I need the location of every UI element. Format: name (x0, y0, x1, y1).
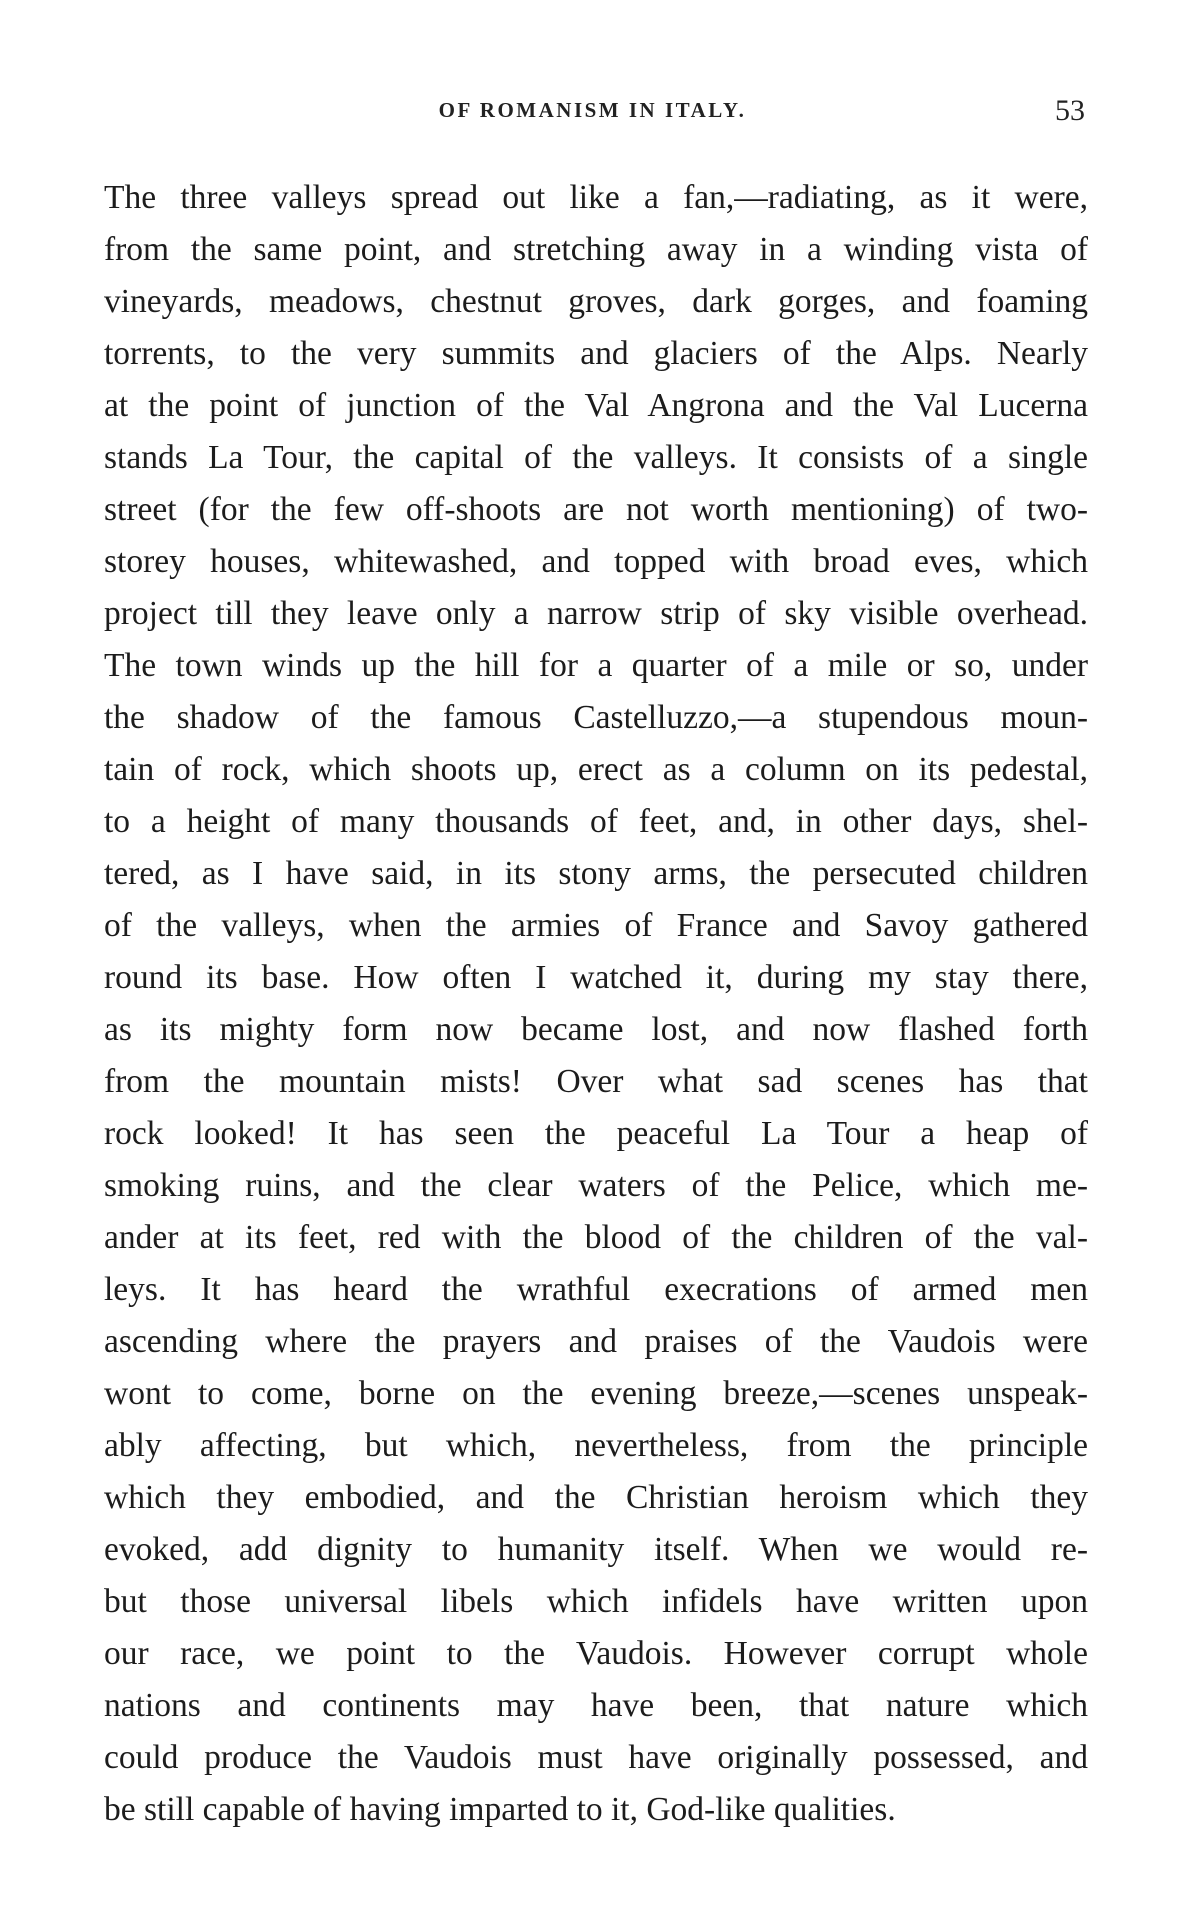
text-line: the shadow of the famous Castelluzzo,—a stupendous moun- (104, 699, 1088, 736)
text-line: of the valleys, when the armies of France and Savoy gathered (104, 907, 1088, 944)
text-line: leys. It has heard the wrathful execrations of armed men (104, 1271, 1088, 1308)
text-line: ascending where the prayers and praises of the Vaudois were (104, 1323, 1088, 1360)
text-line: tain of rock, which shoots up, erect as a column on its pedestal, (104, 751, 1088, 788)
text-line: our race, we point to the Vaudois. However corrupt whole (104, 1635, 1088, 1672)
text-line: but those universal libels which infidels have written upon (104, 1583, 1088, 1620)
text-line: stands La Tour, the capital of the valleys. It consists of a single (104, 439, 1088, 476)
text-line: evoked, add dignity to humanity itself. When we would re- (104, 1531, 1088, 1568)
text-line: storey houses, whitewashed, and topped with broad eves, which (104, 543, 1088, 580)
text-line: ably affecting, but which, nevertheless, from the principle (104, 1427, 1088, 1464)
text-line: nations and continents may have been, that nature which (104, 1687, 1088, 1724)
text-line: round its base. How often I watched it, during my stay there, (104, 959, 1088, 996)
text-line: from the same point, and stretching away in a winding vista of (104, 231, 1088, 268)
text-line: to a height of many thousands of feet, and, in other days, shel- (104, 803, 1088, 840)
text-line: from the mountain mists! Over what sad scenes has that (104, 1063, 1088, 1100)
running-title: OF ROMANISM IN ITALY. (438, 98, 747, 122)
text-line: project till they leave only a narrow strip of sky visible overhead. (104, 595, 1088, 632)
text-line: wont to come, borne on the evening breeze,—scenes unspeak- (104, 1375, 1088, 1412)
text-line: torrents, to the very summits and glaciers of the Alps. Nearly (104, 335, 1088, 372)
text-line: which they embodied, and the Christian heroism which they (104, 1479, 1088, 1516)
text-line: at the point of junction of the Val Angrona and the Val Lucerna (104, 387, 1088, 424)
text-line: tered, as I have said, in its stony arms, the persecuted children (104, 855, 1088, 892)
text-line: as its mighty form now became lost, and now flashed forth (104, 1011, 1088, 1048)
text-line: The three valleys spread out like a fan,—radiating, as it were, (104, 179, 1088, 216)
body-paragraph (104, 172, 1088, 1836)
text-line: vineyards, meadows, chestnut groves, dark gorges, and foaming (104, 283, 1088, 320)
text-line: smoking ruins, and the clear waters of the Pelice, which me- (104, 1167, 1088, 1204)
page-number: 53 (1055, 94, 1085, 127)
text-line: rock looked! It has seen the peaceful La Tour a heap of (104, 1115, 1088, 1152)
running-header (100, 94, 1085, 134)
text-line: could produce the Vaudois must have originally possessed, and (104, 1739, 1088, 1776)
text-line: The town winds up the hill for a quarter of a mile or so, under (104, 647, 1088, 684)
text-line: ander at its feet, red with the blood of the children of the val- (104, 1219, 1088, 1256)
text-line: street (for the few off-shoots are not worth mentioning) of two- (104, 491, 1088, 528)
text-line-last: be still capable of having imparted to it, God-like qualities. (104, 1791, 896, 1828)
